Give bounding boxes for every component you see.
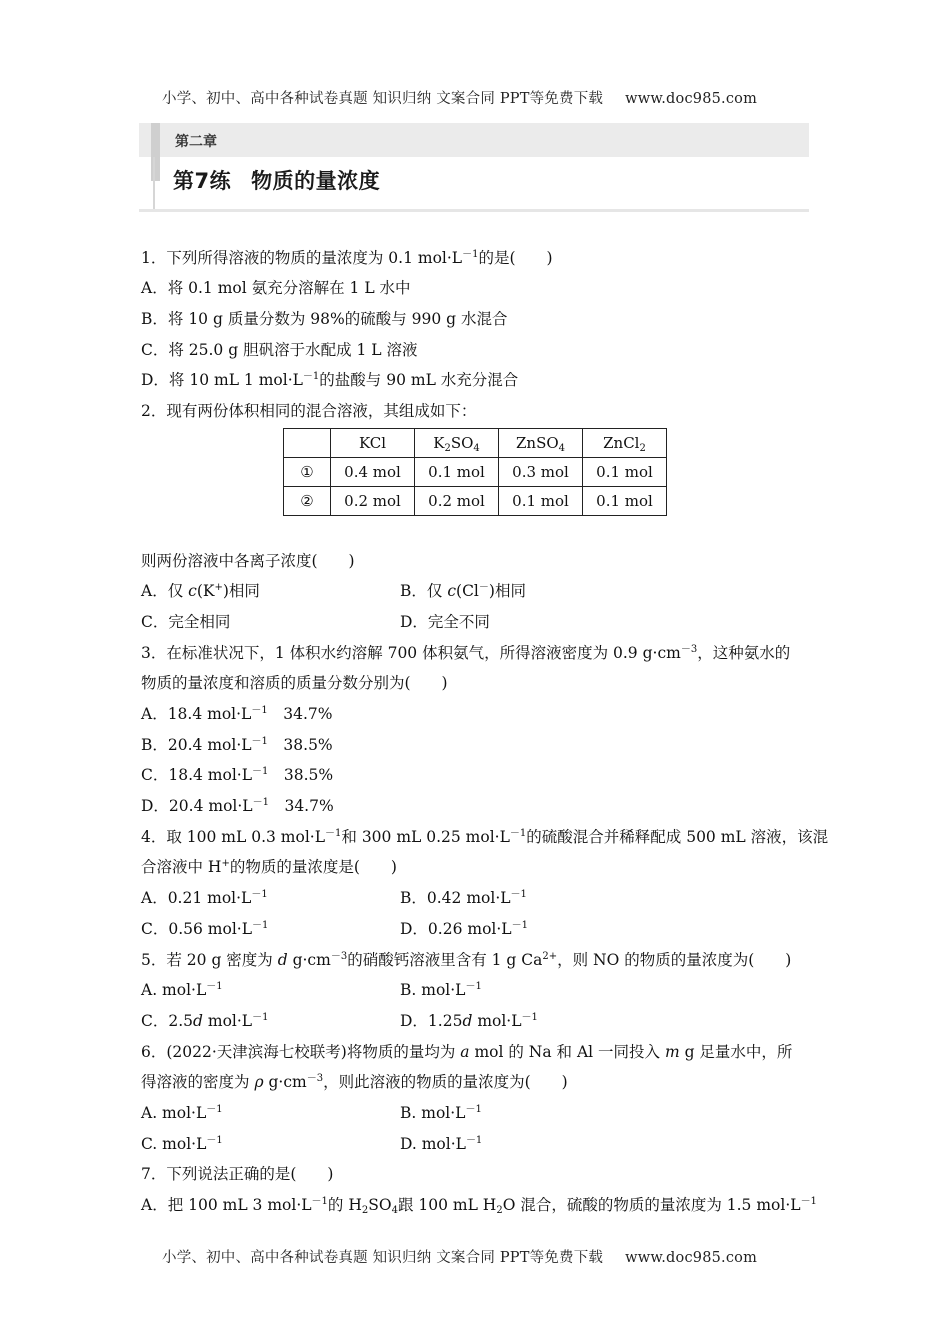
q3-option-b: B．20.4 $mol\cdot L^{-1}$ 38.5%: [141, 736, 333, 754]
table-cell: 0.2 mol: [415, 487, 499, 516]
header-text: 小学、初中、高中各种试卷真题 知识归纳 文案合同 PPT等免费下载: [162, 91, 604, 107]
banner-band: [139, 123, 809, 157]
q6-option-c: C. $mol\cdot L^{-1}$: [141, 1135, 223, 1153]
q4-stem-line2: 合溶液中 H+的物质的量浓度是( ): [141, 858, 397, 876]
q3-option-d: D．20.4 $mol\cdot L^{-1}$ 34.7%: [141, 797, 334, 815]
q4-option-c: C．0.56 $mol\cdot L^{-1}$: [141, 920, 269, 938]
table-row: [284, 487, 667, 516]
q4-option-b: B．0.42 $mol\cdot L^{-1}$: [400, 889, 527, 907]
table-header-k2so4: $K_2SO_4$: [415, 429, 499, 458]
table-header-kcl: KCl: [331, 429, 415, 458]
table-cell: ②: [284, 487, 331, 516]
footer-url[interactable]: www.doc985.com: [625, 1250, 758, 1266]
q4-option-d: D．0.26 $mol\cdot L^{-1}$: [400, 920, 528, 938]
table-cell: 0.2 mol: [331, 487, 415, 516]
q4-option-a: A．0.21 $mol\cdot L^{-1}$: [141, 889, 268, 907]
q2-stem: 2．现有两份体积相同的混合溶液，其组成如下：: [141, 402, 477, 420]
table-cell: 0.3 mol: [499, 458, 583, 487]
q7-stem: 7．下列说法正确的是( ): [141, 1165, 334, 1183]
q1-option-c: C．将 25.0 g 胆矾溶于水配成 1 L 溶液: [141, 341, 418, 359]
q5-option-c: C．2.5d $mol\cdot L^{-1}$: [141, 1012, 269, 1030]
lesson-title: 第7练 物质的量浓度: [173, 169, 381, 193]
banner-divider: [139, 209, 809, 212]
q5-option-b: B. $mol\cdot L^{-1}$: [400, 981, 482, 999]
q2-option-b: B．仅 c(Cl－)相同: [400, 582, 526, 600]
q1-option-b: B．将 10 g 质量分数为 98%的硫酸与 990 g 水混合: [141, 310, 508, 328]
q1-option-a: A．将 0.1 mol 氨充分溶解在 1 L 水中: [141, 279, 411, 297]
table-header-zncl2: ZnCl$_2$: [583, 429, 667, 458]
table-cell: ①: [284, 458, 331, 487]
q1-option-d: D．将 10 mL 1 $mol\cdot L^{-1}$的盐酸与 90 mL 水充分混合: [141, 371, 519, 389]
q2-option-c: C．完全相同: [141, 613, 231, 631]
q3-stem-line2: 物质的量浓度和溶质的质量分数分别为( ): [141, 674, 448, 692]
table-cell: [284, 429, 331, 458]
table-header-row: [284, 429, 667, 458]
q7-option-a: A．把 100 mL 3 $mol\cdot L^{-1}$的 $H_2SO_4$跟 100 mL $H_2O$ 混合，硫酸的物质的量浓度为 1.5 $mol\cdot L^{-1}$: [141, 1196, 817, 1216]
q6-option-b: B. $mol\cdot L^{-1}$: [400, 1104, 482, 1122]
q5-option-d: D．1.25d $mol\cdot L^{-1}$: [400, 1012, 538, 1030]
q5-option-a: A. $mol\cdot L^{-1}$: [141, 981, 223, 999]
composition-table: [283, 428, 667, 516]
chapter-banner: [139, 123, 809, 213]
q6-stem-line2: 得溶液的密度为 ρ $g\cdot cm^{-3}$，则此溶液的物质的量浓度为( ): [141, 1073, 568, 1091]
q2-option-a: A．仅 c(K+)相同: [141, 582, 260, 600]
q4-stem: 4．取 100 mL 0.3 $mol\cdot L^{-1}$和 300 mL 0.25 $mol\cdot L^{-1}$的硫酸混合并稀释配成 500 mL 溶液，该混: [141, 828, 829, 846]
q3-option-c: C．18.4 $mol\cdot L^{-1}$ 38.5%: [141, 766, 334, 784]
table-cell: 0.4 mol: [331, 458, 415, 487]
q5-stem: 5．若 20 g 密度为 d $g\cdot cm^{-3}$的硝酸钙溶液里含有 1 g $Ca^{2+}$，则 NO 的物质的量浓度为( ): [141, 951, 792, 969]
q3-stem: 3．在标准状况下，1 体积水约溶解 700 体积氨气，所得溶液密度为 0.9 $g\cdot cm^{-3}$，这种氨水的: [141, 644, 791, 662]
table-cell: 0.1 mol: [583, 458, 667, 487]
q1-stem: 1．下列所得溶液的物质的量浓度为 0.1 $mol\cdot L^{-1}$的是( ): [141, 249, 553, 267]
table-cell: 0.1 mol: [583, 487, 667, 516]
q6-stem: 6．(2022·天津滨海七校联考)将物质的量均为 a mol 的 Na 和 Al 一同投入 m g 足量水中，所: [141, 1043, 793, 1061]
table-row: [284, 458, 667, 487]
q2-option-d: D．完全不同: [400, 613, 490, 631]
q2-question: 则两份溶液中各离子浓度( ): [141, 552, 355, 570]
table-header-znso4: ZnSO$_4$: [499, 429, 583, 458]
q6-option-d: D. $mol\cdot L^{-1}$: [400, 1135, 483, 1153]
header-url[interactable]: www.doc985.com: [625, 91, 758, 107]
page-header: [162, 87, 757, 108]
table-cell: 0.1 mol: [415, 458, 499, 487]
q6-option-a: A. $mol\cdot L^{-1}$: [141, 1104, 223, 1122]
chapter-label: 第二章: [175, 134, 217, 150]
footer-text: 小学、初中、高中各种试卷真题 知识归纳 文案合同 PPT等免费下载: [162, 1250, 604, 1266]
q3-option-a: A．18.4 $mol\cdot L^{-1}$ 34.7%: [141, 705, 333, 723]
banner-accent-line: [153, 157, 155, 209]
table-cell: 0.1 mol: [499, 487, 583, 516]
page-footer: [162, 1246, 757, 1267]
